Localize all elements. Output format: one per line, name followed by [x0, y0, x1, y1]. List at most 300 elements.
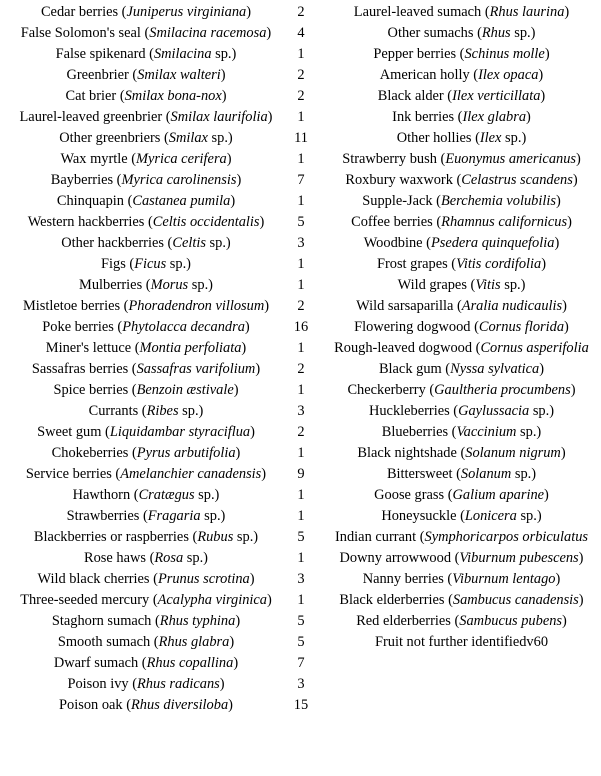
species-name [0, 676, 292, 693]
table-row [0, 128, 312, 149]
table-row [0, 569, 312, 590]
name-suffix: ) [261, 466, 267, 482]
stomach-count: 1 [297, 487, 305, 503]
stomach-count: 1 [297, 445, 305, 461]
species-name [322, 592, 601, 609]
scientific-name: Pyrus arbutifolia [136, 445, 236, 461]
scientific-name: Smilax laurifolia [170, 109, 268, 125]
table-row [322, 338, 601, 359]
name-suffix: ) [244, 319, 250, 335]
stomach-count: 1 [297, 508, 305, 524]
scientific-name: Juniperus virginiana [126, 4, 247, 20]
common-name: Other sumachs ( [387, 25, 482, 41]
name-suffix: ) [555, 193, 561, 209]
name-suffix: ) [233, 382, 239, 398]
table-row [0, 422, 312, 443]
species-name [0, 403, 292, 420]
common-name: Fruit not further identifiedv60 [374, 634, 549, 650]
name-suffix: ) [544, 487, 549, 503]
name-suffix: sp.) [233, 529, 259, 545]
scientific-name: Gaultheria procumbens [434, 382, 571, 398]
scientific-name: Berchemia volubilis [440, 193, 556, 209]
name-suffix: sp.) [500, 277, 526, 293]
species-name [322, 109, 601, 126]
species-name [0, 88, 292, 105]
scientific-name: Celtis [172, 235, 206, 251]
species-name [0, 151, 292, 168]
species-name [322, 88, 601, 105]
common-name: Smooth sumach ( [57, 634, 159, 650]
scientific-name: Euonymus americanus [445, 151, 577, 167]
name-suffix: ) [538, 67, 544, 83]
species-name [0, 277, 292, 294]
stomach-count: 1 [297, 109, 305, 125]
table-row [322, 317, 601, 338]
common-name: Poison ivy ( [67, 676, 138, 692]
common-name: False spikenard ( [55, 46, 154, 62]
common-name: Roxbury waxwork ( [345, 172, 462, 188]
name-suffix: ) [572, 172, 578, 188]
name-suffix: ) [219, 676, 225, 692]
table-row [0, 107, 312, 128]
scientific-name: Viburnum pubescens [459, 550, 579, 566]
species-name [0, 109, 292, 126]
species-name [322, 634, 601, 651]
scientific-name: Cornus asperifolia [480, 340, 589, 356]
scientific-name: Acalypha virginica [157, 592, 267, 608]
table-row [322, 2, 601, 23]
species-name [0, 508, 292, 525]
species-name [322, 361, 601, 378]
name-suffix: ) [250, 424, 255, 440]
scientific-name: Aralia nudicaulis [461, 298, 563, 314]
common-name: Laurel-leaved greenbrier ( [19, 109, 171, 125]
common-name: American holly ( [379, 67, 479, 83]
scientific-name: Phoradendron villosum [128, 298, 265, 314]
species-name [0, 697, 292, 714]
species-name [0, 571, 292, 588]
table-row [0, 86, 312, 107]
common-name: Figs ( [101, 256, 135, 272]
scientific-name: Vitis cordifolia [456, 256, 542, 272]
common-name: Staghorn sumach ( [51, 613, 160, 629]
common-name: Black alder ( [377, 88, 453, 104]
species-name [0, 235, 292, 252]
scientific-name: Rhus glabra [158, 634, 230, 650]
table-row [0, 611, 312, 632]
table-row [322, 296, 601, 317]
name-suffix: ) [554, 235, 560, 251]
species-name [322, 403, 601, 420]
stomach-count: 16 [293, 319, 309, 335]
species-name [322, 466, 601, 483]
table-row [0, 65, 312, 86]
species-name [322, 46, 601, 63]
name-suffix: ) [235, 445, 241, 461]
stomach-count: 7 [297, 172, 305, 188]
common-name: Wild grapes ( [397, 277, 476, 293]
common-name: Other hackberries ( [61, 235, 173, 251]
table-row [322, 128, 601, 149]
scientific-name: Ribes [146, 403, 179, 419]
name-suffix: ) [228, 697, 233, 713]
table-row [0, 380, 312, 401]
common-name: Frost grapes ( [376, 256, 457, 272]
table-row [322, 86, 601, 107]
name-suffix: ) [564, 319, 569, 335]
name-suffix: ) [241, 340, 247, 356]
right-column [322, 2, 601, 653]
species-name [0, 529, 292, 546]
name-suffix: ) [555, 571, 561, 587]
scientific-name: Smilacina racemosa [149, 25, 267, 41]
species-name [322, 256, 601, 273]
common-name: Pepper berries ( [373, 46, 465, 62]
species-name [0, 319, 292, 336]
name-suffix: ) [564, 4, 570, 20]
name-suffix: ) [540, 88, 546, 104]
stomach-count: 1 [297, 550, 305, 566]
table-row [322, 569, 601, 590]
table-row [0, 653, 312, 674]
scientific-name: Cratægus [138, 487, 195, 503]
name-suffix: ) [230, 193, 236, 209]
species-name [322, 424, 601, 441]
scientific-name: Castanea pumila [132, 193, 231, 209]
common-name: Dwarf sumach ( [53, 655, 147, 671]
scientific-name: Phytolacca decandra [122, 319, 245, 335]
common-name: Strawberries ( [66, 508, 148, 524]
common-name: Rose haws ( [84, 550, 155, 566]
scientific-name: Liquidambar styraciflua [109, 424, 251, 440]
name-suffix: ) [576, 151, 581, 167]
common-name: Supple-Jack ( [362, 193, 441, 209]
name-suffix: ) [560, 445, 566, 461]
common-name: Indian currant ( [335, 529, 425, 545]
stomach-count: 1 [297, 592, 305, 608]
species-name [322, 550, 601, 567]
species-name [0, 445, 292, 462]
table-row [322, 359, 601, 380]
scientific-name: Sambucus pubens [459, 613, 563, 629]
table-row [322, 464, 601, 485]
stomach-count: 2 [297, 67, 305, 83]
name-suffix: ) [249, 571, 255, 587]
scientific-name: Smilax bona-nox [124, 88, 222, 104]
common-name: Black elderberries ( [339, 592, 453, 608]
common-name: Bayberries ( [50, 172, 122, 188]
table-row [322, 401, 601, 422]
scientific-name: Rhus laurina [489, 4, 565, 20]
name-suffix: sp.) [516, 508, 542, 524]
common-name: Checkerberry ( [347, 382, 435, 398]
name-suffix: sp.) [511, 466, 537, 482]
scientific-name: Amelanchier canadensis [120, 466, 262, 482]
species-name [322, 340, 601, 357]
scientific-name: Solanum [460, 466, 512, 482]
species-name [322, 445, 601, 462]
species-name [0, 487, 292, 504]
common-name: Coffee berries ( [351, 214, 442, 230]
name-suffix: ) [264, 298, 270, 314]
stomach-count: 1 [297, 256, 305, 272]
table-row [322, 422, 601, 443]
species-name [322, 613, 601, 630]
scientific-name: Rhus typhina [159, 613, 236, 629]
scientific-name: Celastrus scandens [461, 172, 573, 188]
scientific-name: Montia perfoliata [139, 340, 242, 356]
common-name: Black nightshade ( [357, 445, 466, 461]
stomach-count: 5 [297, 613, 305, 629]
species-name [0, 466, 292, 483]
scientific-name: Sassafras varifolium [136, 361, 256, 377]
stomach-count: 1 [297, 193, 305, 209]
species-name [322, 487, 601, 504]
scientific-name: Smilacina [153, 46, 212, 62]
stomach-count: 15 [293, 697, 309, 713]
scientific-name: Myrica cerifera [136, 151, 227, 167]
scientific-name: Psedera quinquefolia [430, 235, 555, 251]
species-name [322, 193, 601, 210]
name-suffix: ) [267, 109, 273, 125]
stomach-count: 2 [297, 298, 305, 314]
common-name: Flowering dogwood ( [354, 319, 479, 335]
species-name [0, 67, 292, 84]
stomach-count: 7 [297, 655, 305, 671]
table-row [322, 506, 601, 527]
species-name [0, 256, 292, 273]
name-suffix: sp.) [166, 256, 191, 272]
common-name: Laurel-leaved sumach ( [353, 4, 490, 20]
species-name [0, 655, 292, 672]
stomach-count: 3 [297, 676, 305, 692]
common-name: Wild black cherries ( [37, 571, 158, 587]
common-name: Rough-leaved dogwood ( [334, 340, 481, 356]
species-name [322, 277, 601, 294]
species-name [0, 214, 292, 231]
name-suffix: ) [236, 172, 242, 188]
scientific-name: Galium aparine [452, 487, 545, 503]
species-name [0, 172, 292, 189]
scientific-name: Sambucus canadensis [452, 592, 579, 608]
table-row [0, 548, 312, 569]
scientific-name: Smilax [168, 130, 208, 146]
name-suffix: ) [246, 4, 252, 20]
species-name [0, 361, 292, 378]
species-name [322, 67, 601, 84]
table-row [0, 212, 312, 233]
table-row [322, 590, 601, 611]
scientific-name: Ilex verticillata [452, 88, 541, 104]
name-suffix: ) [578, 592, 584, 608]
common-name: Strawberry bush ( [342, 151, 446, 167]
common-name: Other greenbriers ( [59, 130, 169, 146]
name-suffix: ) [221, 88, 227, 104]
name-suffix: ) [255, 361, 261, 377]
species-name [322, 214, 601, 231]
stomach-count: 1 [297, 340, 305, 356]
common-name: Chinquapin ( [56, 193, 133, 209]
scientific-name: Ficus [134, 256, 167, 272]
scientific-name: Ilex opaca [478, 67, 539, 83]
stomach-count: 5 [297, 529, 305, 545]
species-name [322, 172, 601, 189]
common-name: Greenbrier ( [66, 67, 138, 83]
table-row [0, 23, 312, 44]
table-row [0, 275, 312, 296]
table-row [322, 23, 601, 44]
common-name: Sweet gum ( [37, 424, 110, 440]
scientific-name: Schinus molle [464, 46, 545, 62]
common-name: Chokeberries ( [51, 445, 137, 461]
scientific-name: Morus [150, 277, 189, 293]
common-name: Huckleberries ( [368, 403, 459, 419]
common-name: Spice berries ( [53, 382, 137, 398]
table-row [322, 212, 601, 233]
name-suffix: ) [578, 550, 584, 566]
common-name: Mistletoe berries ( [22, 298, 129, 314]
table-row [0, 464, 312, 485]
table-row [0, 695, 312, 716]
common-name: Red elderberries ( [356, 613, 460, 629]
scientific-name: Fragaria [147, 508, 201, 524]
stomach-count: 2 [297, 4, 305, 20]
table-row [0, 359, 312, 380]
scientific-name: Myrica carolinensis [121, 172, 237, 188]
species-name [322, 235, 601, 252]
name-suffix: ) [541, 256, 547, 272]
common-name: Poke berries ( [42, 319, 123, 335]
stomach-count: 4 [297, 25, 305, 41]
species-name [0, 634, 292, 651]
name-suffix: ) [229, 634, 235, 650]
name-suffix: sp.) [529, 403, 555, 419]
common-name: Other hollies ( [396, 130, 480, 146]
common-name: Miner's lettuce ( [45, 340, 140, 356]
name-suffix: ) [570, 382, 576, 398]
name-suffix: ) [267, 592, 272, 608]
table-row [322, 611, 601, 632]
table-row [322, 170, 601, 191]
table-row [322, 233, 601, 254]
common-name: Currants ( [88, 403, 147, 419]
scientific-name: Smilax walteri [137, 67, 221, 83]
name-suffix: ) [526, 109, 531, 125]
stomach-count: 2 [297, 424, 305, 440]
species-name [0, 4, 292, 21]
table-row [0, 506, 312, 527]
stomach-count: 2 [297, 88, 305, 104]
name-suffix: ) [220, 67, 226, 83]
stomach-count: 1 [297, 277, 305, 293]
species-name [0, 592, 292, 609]
species-name [0, 298, 292, 315]
name-suffix: sp.) [211, 46, 237, 62]
name-suffix: ) [539, 361, 545, 377]
scientific-name: Viburnum lentago [452, 571, 556, 587]
table-row [0, 674, 312, 695]
table-row [0, 632, 312, 653]
scientific-name: Rosa [154, 550, 184, 566]
name-suffix: ) [567, 214, 572, 230]
common-name: Western hackberries ( [27, 214, 153, 230]
stomach-count: 5 [297, 634, 305, 650]
common-name: Blueberries ( [381, 424, 457, 440]
table-row [322, 254, 601, 275]
species-name [0, 130, 292, 147]
table-row [322, 107, 601, 128]
species-name [322, 529, 601, 546]
scientific-name: Prunus scrotina [157, 571, 250, 587]
name-suffix: ) [235, 613, 241, 629]
table-row [0, 485, 312, 506]
table-row [0, 44, 312, 65]
species-name [0, 340, 292, 357]
species-name [0, 382, 292, 399]
table-row [322, 380, 601, 401]
species-name [0, 550, 292, 567]
table-row [0, 254, 312, 275]
name-suffix: sp.) [207, 130, 233, 146]
table-row [0, 590, 312, 611]
stomach-count: 2 [297, 361, 305, 377]
scientific-name: Vaccinium [456, 424, 517, 440]
name-suffix: ) [226, 151, 232, 167]
table-row [0, 443, 312, 464]
name-suffix: sp.) [501, 130, 527, 146]
stomach-count: 3 [297, 403, 305, 419]
name-suffix: sp.) [178, 403, 204, 419]
stomach-count: 1 [297, 151, 305, 167]
table-row [0, 338, 312, 359]
common-name: Blackberries or raspberries ( [33, 529, 198, 545]
stomach-count: 3 [297, 571, 305, 587]
table-row [0, 527, 312, 548]
species-name [322, 382, 601, 399]
table-row [0, 2, 312, 23]
table-row [322, 443, 601, 464]
species-name [322, 151, 601, 168]
name-suffix: ) [562, 298, 567, 314]
table-row [322, 527, 601, 548]
name-suffix: ) [562, 613, 567, 629]
name-suffix: ) [544, 46, 550, 62]
stomach-count: 11 [294, 130, 308, 146]
scientific-name: Gaylussacia [458, 403, 530, 419]
name-suffix: sp.) [510, 25, 536, 41]
common-name: Wax myrtle ( [60, 151, 137, 167]
name-suffix: ) [259, 214, 265, 230]
species-name [322, 319, 601, 336]
scientific-name: Rhus radicans [137, 676, 220, 692]
name-suffix: sp.) [183, 550, 208, 566]
table-row [322, 275, 601, 296]
scientific-name: Rhamnus californicus [441, 214, 568, 230]
scientific-name: Symphoricarpos orbiculatus [424, 529, 588, 545]
common-name: Goose grass ( [374, 487, 453, 503]
table-row [0, 401, 312, 422]
species-name [322, 25, 601, 42]
common-name: Sassafras berries ( [31, 361, 137, 377]
scientific-name: Rhus diversiloba [131, 697, 229, 713]
stomach-count: 5 [297, 214, 305, 230]
common-name: Cedar berries ( [40, 4, 127, 20]
table-row [0, 233, 312, 254]
scientific-name: Ilex [479, 130, 502, 146]
stomach-count: 1 [297, 382, 305, 398]
common-name: Ink berries ( [392, 109, 463, 125]
stomach-count: 3 [297, 235, 305, 251]
